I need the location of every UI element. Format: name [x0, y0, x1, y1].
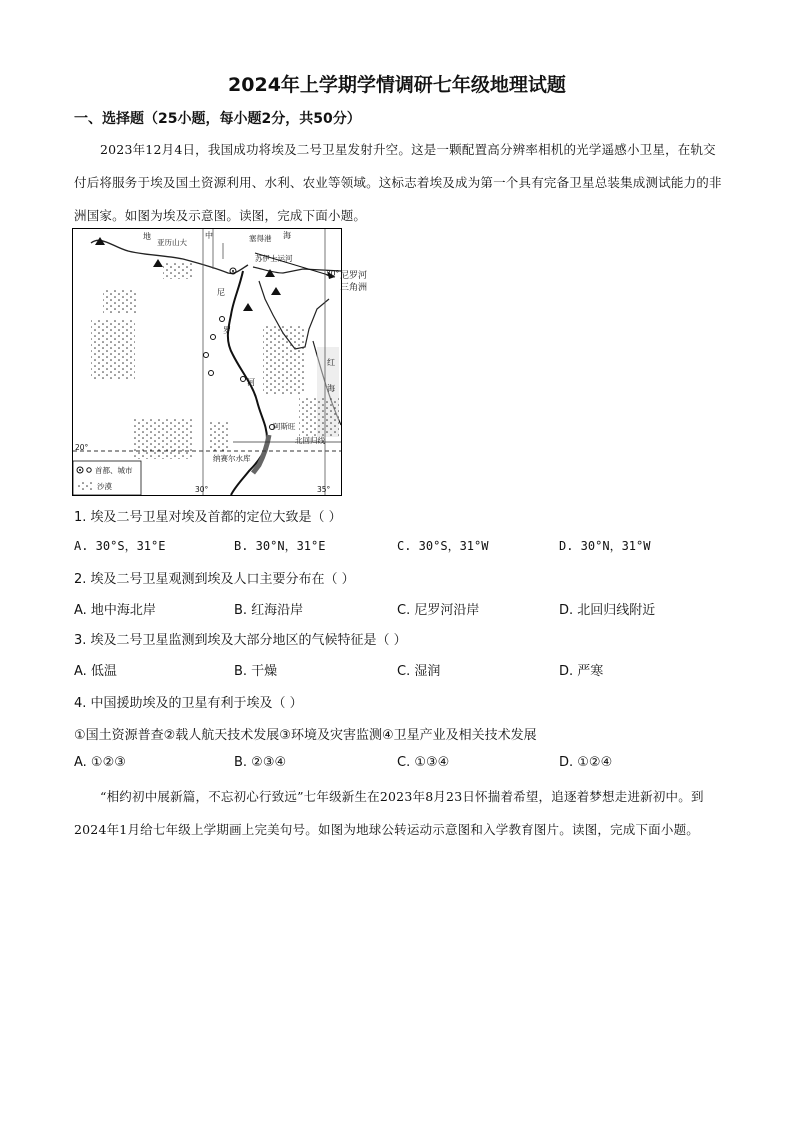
q3-option-c[interactable]: C. 湿润 — [397, 664, 441, 679]
page-title: 2024年上学期学情调研七年级地理试题 — [228, 74, 566, 96]
desert-area-1 — [103, 289, 137, 313]
desert-area-2 — [91, 319, 135, 379]
q3-option-a[interactable]: A. 低温 — [74, 664, 117, 679]
q1-option-d[interactable]: D. 30°N，31°W — [559, 539, 651, 553]
q4-option-b[interactable]: B. ②③④ — [234, 755, 287, 770]
intro-paragraph-2: “相约初中展新篇，不忘初心行致远”七年级新生在2023年8月23日怀揣着希望，追逐着梦想走进新初中。到2024年1月给七年级上学期画上完美句号。如图为地球公转运动示意图和入学教育图片。读图，完成下面小题。 — [74, 789, 704, 837]
desert-area-5 — [263, 325, 305, 395]
q1-option-c[interactable]: C. 30°S，31°W — [397, 539, 489, 553]
q2-option-b[interactable]: B. 红海沿岸 — [234, 603, 304, 618]
egypt-map — [72, 228, 342, 496]
label-lat30: 30° — [326, 269, 340, 278]
label-aswan: 阿斯旺 — [273, 422, 296, 431]
city-marker — [209, 371, 214, 376]
legend-desert-swatch — [76, 481, 92, 491]
label-port-said: 塞得港 — [249, 234, 272, 243]
q4-option-c[interactable]: C. ①③④ — [397, 755, 450, 770]
label-sea-di: 地 — [143, 232, 151, 241]
label-suez-canal: 苏伊士运河 — [255, 254, 293, 263]
label-lon35: 35° — [317, 485, 331, 494]
mountain-icon — [271, 287, 281, 295]
label-red-hong: 红 — [327, 358, 335, 367]
question-2-stem: 2. 埃及二号卫星观测到埃及人口主要分布在（ ） — [74, 572, 355, 587]
q4-option-a[interactable]: A. ①②③ — [74, 755, 126, 770]
label-lon30: 30° — [195, 485, 209, 494]
q3-option-b[interactable]: B. 干燥 — [234, 664, 278, 679]
section-heading: 一、选择题（25小题，每小题2分，共50分） — [74, 111, 361, 127]
legend-desert-label: 沙漠 — [97, 482, 112, 491]
city-marker — [211, 335, 216, 340]
q2-option-a[interactable]: A. 地中海北岸 — [74, 603, 156, 618]
city-marker — [241, 377, 246, 382]
egypt-map-svg — [73, 229, 341, 495]
question-1-stem: 1. 埃及二号卫星对埃及首都的定位大致是（ ） — [74, 510, 342, 525]
label-lat20: 20° — [75, 443, 89, 452]
desert-area-4 — [209, 421, 229, 451]
q4-option-d[interactable]: D. ①②④ — [559, 755, 613, 770]
mountain-icon — [153, 259, 163, 267]
q3-option-d[interactable]: D. 严寒 — [559, 664, 604, 679]
label-alexandria: 亚历山大 — [157, 238, 187, 247]
city-marker — [204, 353, 209, 358]
desert-area-7 — [163, 263, 193, 279]
label-nile-delta: 尼罗河 三角洲 — [340, 271, 368, 293]
label-nile-luo: 罗 — [223, 326, 231, 335]
legend-city-label: 首都、城市 — [95, 466, 133, 475]
desert-area-3 — [133, 419, 193, 459]
mountain-icon — [243, 303, 253, 311]
question-4-sub: ①国土资源普查②载人航天技术发展③环境及灾害监测④卫星产业及相关技术发展 — [74, 728, 537, 743]
desert-area-6 — [299, 397, 339, 437]
q2-option-d[interactable]: D. 北回归线附近 — [559, 603, 656, 618]
lake-nasser — [253, 435, 269, 473]
q2-option-c[interactable]: C. 尼罗河沿岸 — [397, 603, 480, 618]
label-tropic: 北回归线 — [295, 436, 325, 445]
question-4-stem: 4. 中国援助埃及的卫星有利于埃及（ ） — [74, 696, 303, 711]
q1-option-b[interactable]: B. 30°N，31°E — [234, 539, 326, 553]
q1-option-a[interactable]: A. 30°S，31°E — [74, 539, 166, 553]
city-marker — [220, 317, 225, 322]
label-red-hai: 海 — [327, 384, 335, 393]
label-sea-zhong: 中 — [205, 231, 213, 240]
label-sea-hai: 海 — [283, 231, 291, 240]
intro-paragraph-1: 2023年12月4日，我国成功将埃及二号卫星发射升空。这是一颗配置高分辨率相机的光学遥感小卫星，在轨交付后将服务于埃及国土资源利用、水利、农业等领域。这标志着埃及成为第一个具有完备卫星总装集成测试能力的非洲国家。如图为埃及示意图。读图，完成下面小题。 — [74, 142, 722, 223]
question-3-stem: 3. 埃及二号卫星监测到埃及大部分地区的气候特征是（ ） — [74, 633, 407, 648]
label-nasser: 纳赛尔水库 — [213, 454, 251, 463]
label-nile-ni: 尼 — [217, 288, 225, 297]
label-nile-he: 河 — [247, 378, 255, 387]
